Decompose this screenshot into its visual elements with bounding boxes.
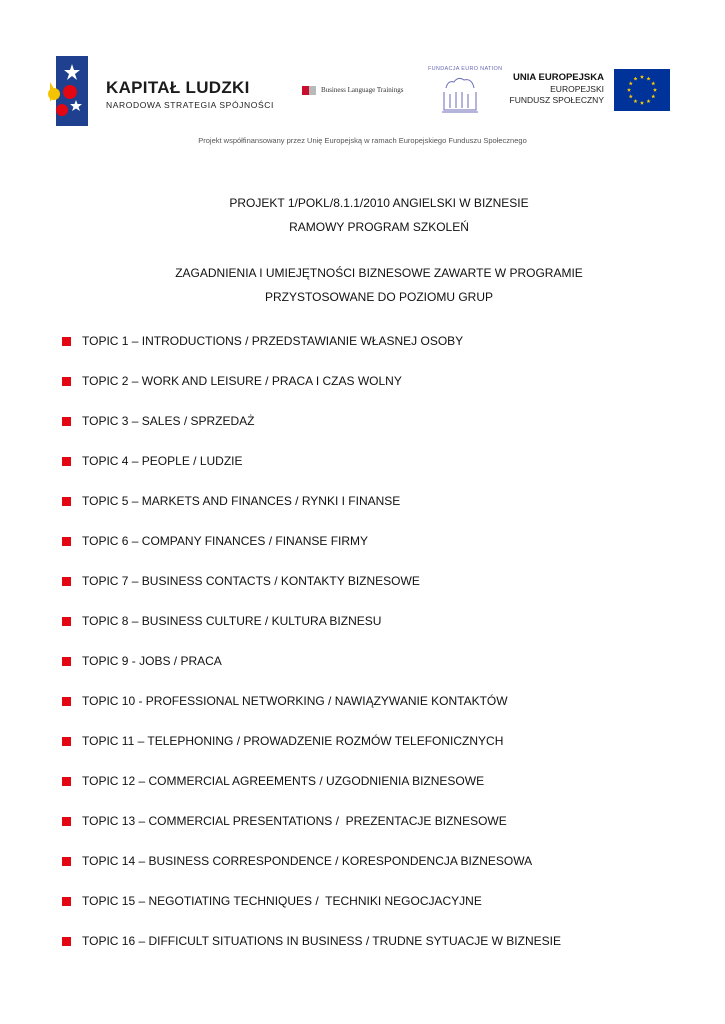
bullet-square-icon <box>62 937 71 946</box>
fundacja-emblem-icon <box>428 66 503 116</box>
list-item <box>62 453 702 493</box>
ue-line2: EUROPEJSKI <box>550 84 604 94</box>
bullet-square-icon <box>62 577 71 586</box>
bullet-square-icon <box>62 417 71 426</box>
list-item <box>62 813 702 853</box>
list-item <box>62 853 702 893</box>
list-item <box>62 333 702 373</box>
list-item <box>62 893 702 933</box>
bullet-square-icon <box>62 337 71 346</box>
document-header <box>0 0 725 150</box>
bullet-square-icon <box>62 457 71 466</box>
kapital-ludzki-logo <box>48 56 274 128</box>
unia-europejska-logo <box>508 69 670 113</box>
bullet-square-icon <box>62 537 71 546</box>
program-heading: RAMOWY PROGRAM SZKOLEŃ <box>289 220 469 234</box>
topic-text: TOPIC 11 – TELEPHONING / PROWADZENIE ROZMÓW TELEFONICZNYCH <box>82 734 504 748</box>
ue-title: UNIA EUROPEJSKA <box>513 72 604 83</box>
blt-mark-icon <box>302 86 316 95</box>
topic-text: TOPIC 9 - JOBS / PRACA <box>82 654 222 668</box>
bullet-square-icon <box>62 817 71 826</box>
list-item <box>62 773 702 813</box>
bullet-square-icon <box>62 737 71 746</box>
bullet-square-icon <box>62 497 71 506</box>
zagadnienia-heading: ZAGADNIENIA I UMIEJĘTNOŚCI BIZNESOWE ZAWARTE W PROGRAMIE <box>175 266 583 280</box>
kapital-ludzki-emblem-icon <box>48 56 88 126</box>
list-item <box>62 493 702 533</box>
topic-text: TOPIC 14 – BUSINESS CORRESPONDENCE / KORESPONDENCJA BIZNESOWA <box>82 854 533 868</box>
ue-line3: FUNDUSZ SPOŁECZNY <box>509 95 604 105</box>
list-item <box>62 573 702 613</box>
bullet-square-icon <box>62 697 71 706</box>
bullet-square-icon <box>62 777 71 786</box>
topic-text: TOPIC 2 – WORK AND LEISURE / PRACA I CZAS WOLNY <box>82 374 402 388</box>
topic-text: TOPIC 7 – BUSINESS CONTACTS / KONTAKTY BIZNESOWE <box>82 574 420 588</box>
fundacja-name: FUNDACJA EURO NATION <box>428 66 503 72</box>
project-heading: PROJEKT 1/POKL/8.1.1/2010 ANGIELSKI W BIZNESIE <box>229 196 529 210</box>
przystosowane-heading: PRZYSTOSOWANE DO POZIOMU GRUP <box>264 290 494 304</box>
list-item <box>62 693 702 733</box>
bullet-square-icon <box>62 897 71 906</box>
topic-text: TOPIC 5 – MARKETS AND FINANCES / RYNKI I FINANSE <box>82 494 401 508</box>
topic-list <box>62 333 702 973</box>
eu-flag-icon <box>614 69 670 111</box>
bullet-square-icon <box>62 657 71 666</box>
bullet-square-icon <box>62 617 71 626</box>
list-item <box>62 933 702 973</box>
bullet-square-icon <box>62 377 71 386</box>
topic-text: TOPIC 8 – BUSINESS CULTURE / KULTURA BIZNESU <box>82 614 382 628</box>
list-item <box>62 533 702 573</box>
kapital-ludzki-subtitle: NARODOWA STRATEGIA SPÓJNOŚCI <box>106 100 274 110</box>
topic-text: TOPIC 12 – COMMERCIAL AGREEMENTS / UZGODNIENIA BIZNESOWE <box>82 774 485 788</box>
kapital-ludzki-title: KAPITAŁ LUDZKI <box>106 78 250 97</box>
blt-logo <box>302 85 412 99</box>
fundacja-euro-nation-logo <box>428 66 503 116</box>
list-item <box>62 613 702 653</box>
blt-name: Business Language Trainings <box>321 86 404 94</box>
topic-text: TOPIC 16 – DIFFICULT SITUATIONS IN BUSINESS / TRUDNE SYTUACJE W BIZNESIE <box>82 934 561 948</box>
topic-text: TOPIC 10 - PROFESSIONAL NETWORKING / NAWIĄZYWANIE KONTAKTÓW <box>82 694 508 708</box>
topic-text: TOPIC 4 – PEOPLE / LUDZIE <box>82 454 243 468</box>
topic-text: TOPIC 15 – NEGOTIATING TECHNIQUES / TECHNIKI NEGOCJACYJNE <box>82 894 482 908</box>
topic-text: TOPIC 3 – SALES / SPRZEDAŻ <box>82 414 255 428</box>
cofinance-note: Projekt współfinansowany przez Unię Europejską w ramach Europejskiego Funduszu Społecznego <box>198 136 527 145</box>
topic-text: TOPIC 6 – COMPANY FINANCES / FINANSE FIRMY <box>82 534 369 548</box>
topic-text: TOPIC 1 – INTRODUCTIONS / PRZEDSTAWIANIE WŁASNEJ OSOBY <box>82 334 464 348</box>
bullet-square-icon <box>62 857 71 866</box>
list-item <box>62 653 702 693</box>
list-item <box>62 733 702 773</box>
list-item <box>62 413 702 453</box>
list-item <box>62 373 702 413</box>
topic-text: TOPIC 13 – COMMERCIAL PRESENTATIONS / PREZENTACJE BIZNESOWE <box>82 814 507 828</box>
